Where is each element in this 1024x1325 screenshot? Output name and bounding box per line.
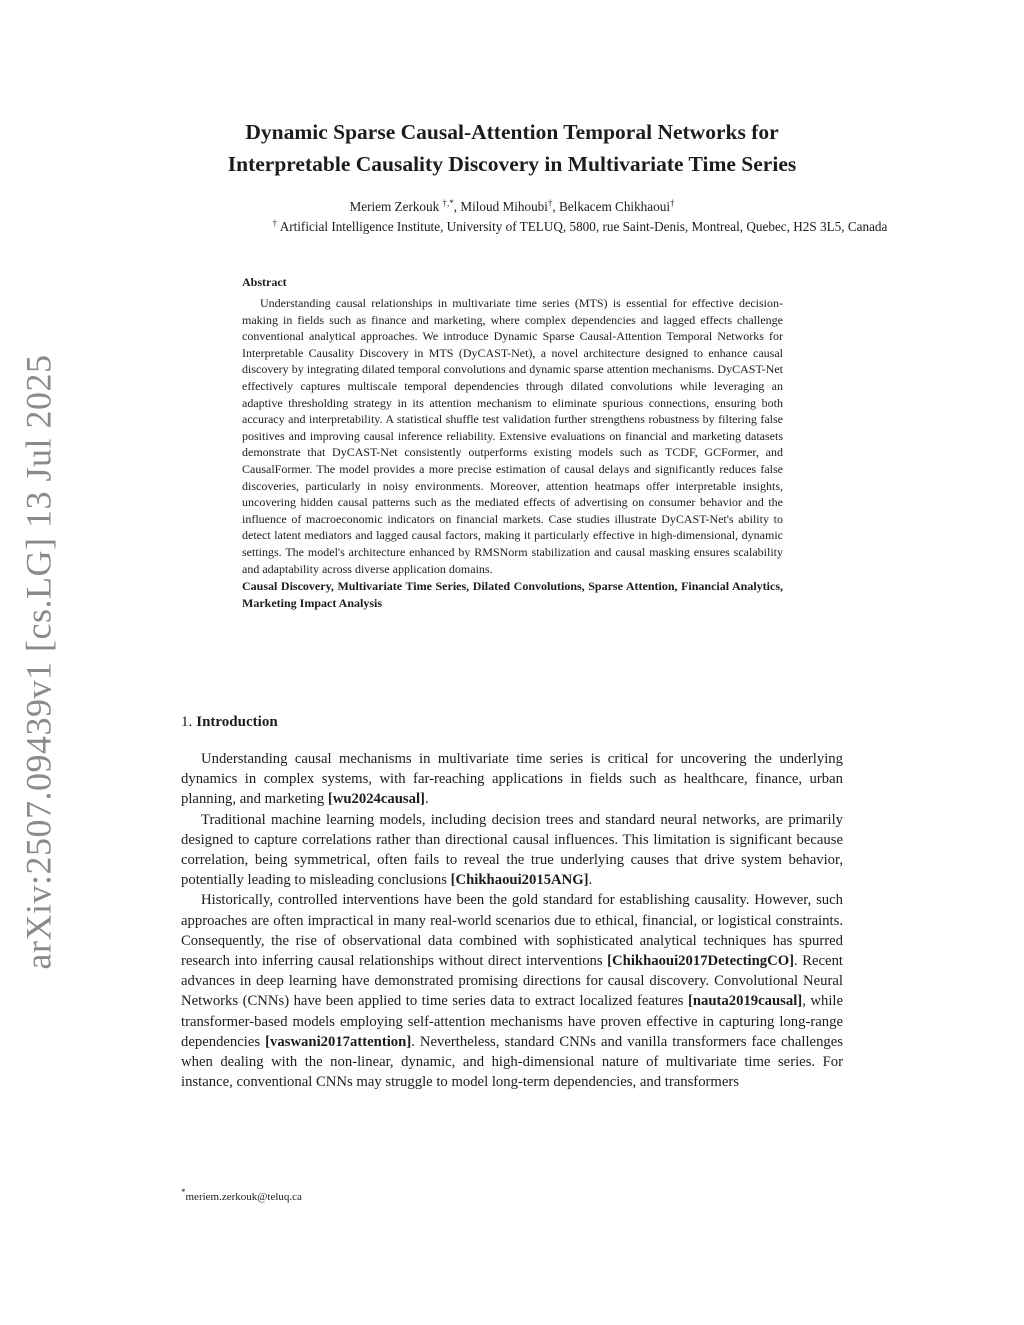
arxiv-identifier-text: arXiv:2507.09439v1 [cs.LG] 13 Jul 2025	[18, 354, 58, 970]
citation-vaswani2017attention: [vaswani2017attention]	[265, 1033, 412, 1050]
paragraph-text: . Recent advances in deep learning have demonstrated promising directions for causal discovery. Convolutional Neural Networks (CNNs) have been applied to time series data to extract localized features	[181, 953, 843, 1010]
paragraph-text: Understanding causal mechanisms in multivariate time series is critical for uncovering the underlying dynamics in complex systems, with far-reaching applications in fields such as healthcare, finance, urban planning, and marketing	[181, 751, 843, 808]
author-affiliation-mark: †,*	[442, 198, 454, 208]
paragraph-text: Traditional machine learning models, including decision trees and standard neural networks, are primarily designed to capture correlations rather than directional causal influences. This limitation is significant because correlation, being symmetrical, often fails to reveal the true underlying causes that drive system behavior, potentially leading to misleading conclusions	[181, 811, 843, 889]
keywords: Causal Discovery, Multivariate Time Series, Dilated Convolutions, Sparse Attention, Financial Analytics, Marketing Impact Analysis	[242, 579, 783, 611]
footnote-email: meriem.zerkouk@teluq.ca	[185, 1191, 302, 1203]
paper-title-line-1: Dynamic Sparse Causal-Attention Temporal Networks for	[245, 120, 779, 144]
arxiv-identifier-stamp	[8, 354, 68, 970]
author-name: Miloud Mihoubi	[460, 199, 548, 214]
paragraph-text: . Nevertheless, standard CNNs and vanilla transformers face challenges when dealing with the non-linear, dynamic, and high-dimensional nature of multivariate time series. For instance, conventional CNNs may struggle to model long-term dependencies, and transformers	[181, 1033, 843, 1091]
affiliation	[170, 218, 990, 236]
author-list: Meriem Zerkouk †,*, Miloud Mihoubi†, Belkacem Chikhaoui†	[349, 198, 675, 214]
citation-chikhaoui2017: [Chikhaoui2017DetectingCO]	[607, 953, 795, 970]
paper-title-line-2: Interpretable Causality Discovery in Multivariate Time Series	[227, 152, 797, 176]
intro-paragraph-2	[181, 810, 843, 891]
author-affiliation-mark: †	[669, 198, 675, 208]
author-name: Belkacem Chikhaoui	[559, 199, 670, 214]
section-title: Introduction	[196, 714, 278, 730]
intro-paragraph-3	[181, 890, 843, 1092]
abstract-section	[242, 275, 783, 612]
introduction-body	[181, 749, 843, 1092]
paragraph-text: Historically, controlled interventions have been the gold standard for establishing causality. However, such approaches are often impractical in many real-world scenarios due to ethical, financial, or logistical constraints. Consequently, the rise of observational data combined with sophisticated analytical techniques has spurred research into inferring causal relationships without direct interventions	[181, 892, 843, 970]
citation-nauta2019causal: [nauta2019causal]	[687, 993, 803, 1010]
citation-wu2024causal: [wu2024causal]	[327, 791, 425, 808]
paper-title	[150, 116, 874, 180]
abstract-body: Understanding causal relationships in multivariate time series (MTS) is essential for effective decision-making in fields such as finance and marketing, where complex dependencies and lagged effects challenge conventional analytical approaches. We introduce Dynamic Sparse Causal-Attention Temporal Networks for Interpretable Causality Discovery in MTS (DyCAST-Net), a novel architecture designed to enhance causal discovery by integrating dilated temporal convolutions and dynamic sparse attention mechanisms. DyCAST-Net effectively captures multiscale temporal dependencies through dilated convolutions while leveraging an adaptive thresholding strategy in its attention mechanism to eliminate spurious connections, ensuring both accuracy and interpretability. A statistical shuffle test validation further strengthens robustness by filtering false positives and improving causal inference reliability. Extensive evaluations on financial and marketing datasets demonstrate that DyCAST-Net consistently outperforms existing models such as TCDF, GCFormer, and CausalFormer. The model provides a more precise estimation of causal delays and significantly reduces false discoveries, particularly in noisy environments. Moreover, attention heatmaps offer interpretable insights, uncovering hidden causal patterns such as the mediated effects of advertising on consumer behavior and the influence of macroeconomic indicators on financial markets. Case studies illustrate DyCAST-Net's ability to detect latent mediators and lagged causal factors, making it particularly effective in high-dimensional, dynamic settings. The model's architecture enhanced by RMSNorm stabilization and causal masking ensures scalability and adaptability across diverse application domains.	[242, 296, 783, 576]
paragraph-text: .	[424, 791, 429, 808]
paragraph-text: , while transformer-based models employing self-attention mechanisms have proven effective in capturing long-range dependencies	[181, 993, 843, 1050]
author-affiliation-mark: †	[547, 198, 553, 208]
paragraph-text: .	[588, 872, 593, 889]
intro-paragraph-1	[181, 749, 843, 810]
footnote	[181, 1187, 302, 1203]
abstract-heading: Abstract	[242, 275, 287, 289]
citation-chikhaoui2015: [Chikhaoui2015ANG]	[450, 872, 589, 889]
affiliation-text: Artificial Intelligence Institute, University of TELUQ, 5800, rue Saint-Denis, Montreal, Quebec, H2S 3L5, Canada	[279, 219, 888, 234]
section-heading-introduction	[181, 714, 278, 731]
section-number: 1.	[181, 714, 193, 730]
affiliation-mark: †	[272, 218, 278, 228]
footnote-mark: *	[181, 1187, 186, 1197]
author-name: Meriem Zerkouk	[349, 199, 440, 214]
